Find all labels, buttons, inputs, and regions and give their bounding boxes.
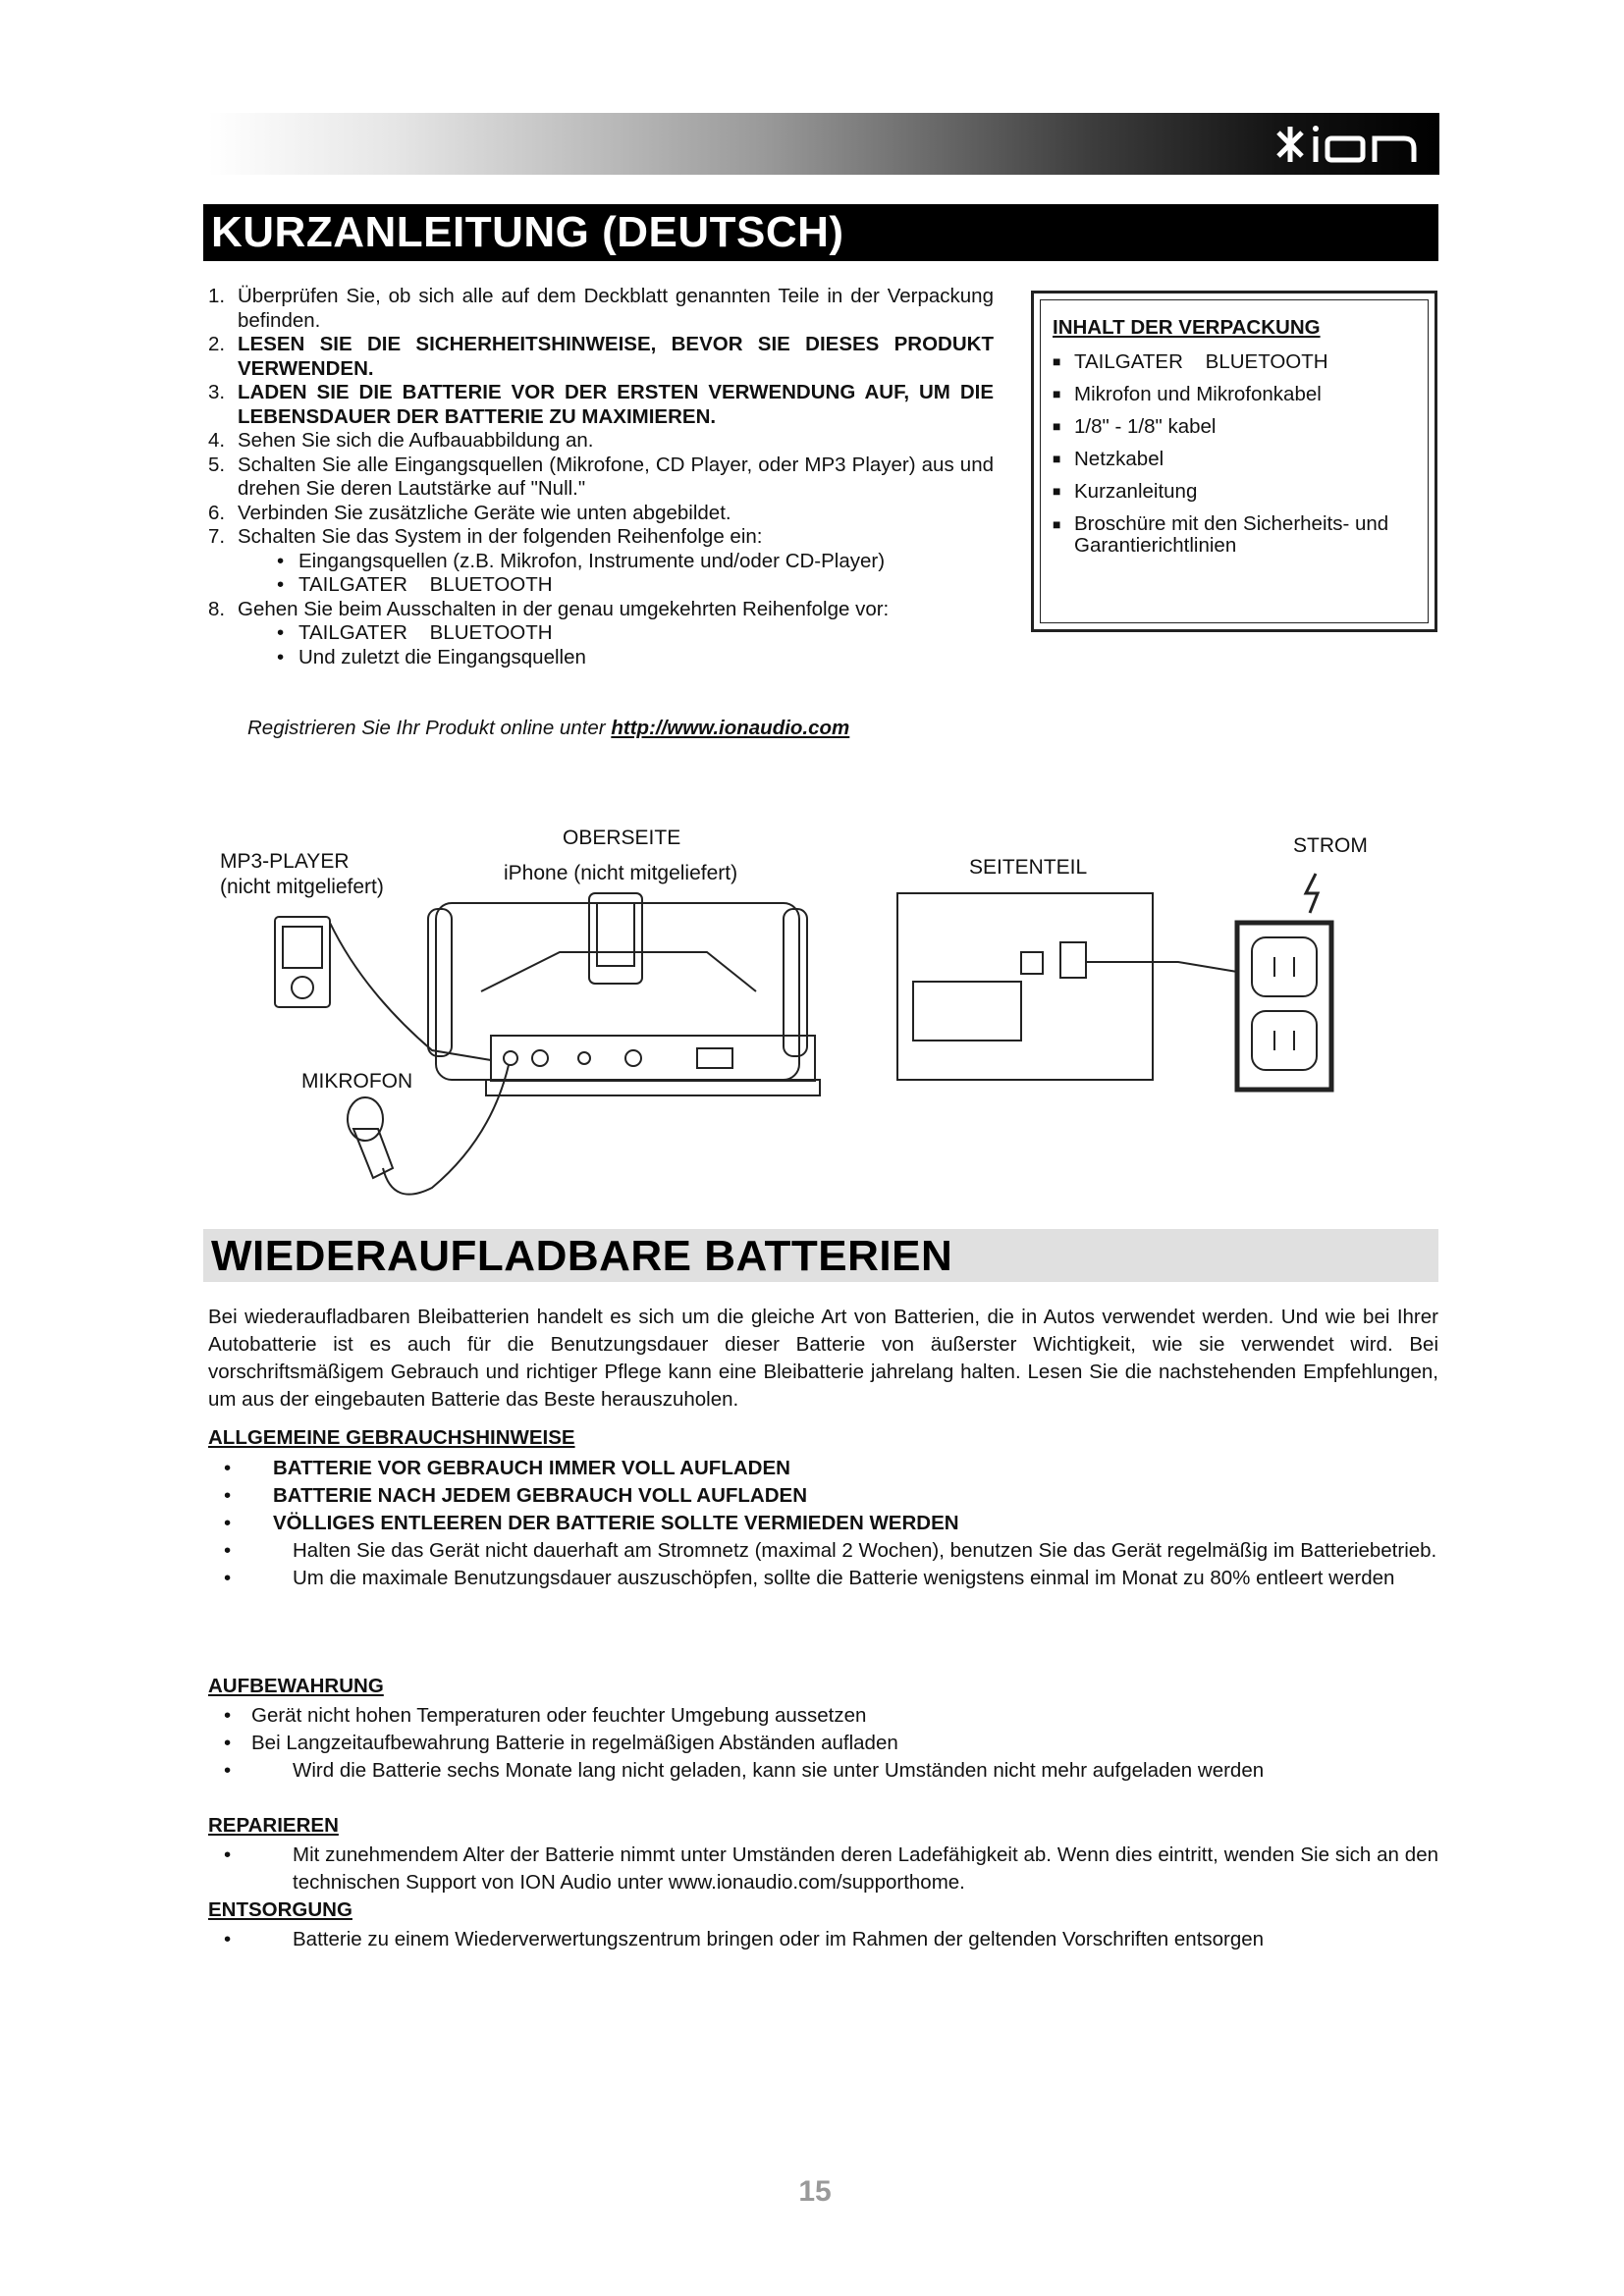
step-3: 3. LADEN SIE DIE BATTERIE VOR DER ERSTEN VERWENDUNG AUF, UM DIE LEBENSDAUER DER BATTERIE ZU MAXIMIEREN. bbox=[208, 381, 994, 428]
package-item: ■ Netzkabel bbox=[1053, 448, 1164, 470]
section-title-quickstart: KURZANLEITUNG (DEUTSCH) bbox=[203, 204, 1438, 261]
step-8: 8. Gehen Sie beim Ausschalten in der genau umgekehrten Reihenfolge vor: bbox=[208, 597, 890, 620]
mic-label: MIKROFON bbox=[301, 1070, 413, 1093]
quickstart-steps bbox=[208, 285, 994, 669]
list-item: • BATTERIE NACH JEDEM GEBRAUCH VOLL AUFLADEN bbox=[224, 1484, 808, 1507]
list-item: • VÖLLIGES ENTLEEREN DER BATTERIE SOLLTE VERMIEDEN WERDEN bbox=[224, 1512, 959, 1534]
general-list bbox=[224, 1455, 1438, 1592]
step-2: 2. LESEN SIE DIE SICHERHEITSHINWEISE, BEVOR SIE DIESES PRODUKT VERWENDEN. bbox=[208, 333, 994, 380]
battery-intro: Bei wiederaufladbaren Bleibatterien handelt es sich um die gleiche Art von Batterien, die in Autos verwendet werden. Und wie bei Ihrer Autobatterie ist es auch für die Benutzungsdauer dieser Batterie von äußerster Wichtigkeit, wie sie verwendet wird. Bei vorschriftsmäßigem Gebrauch und richtiger Pflege kann eine Bleibatterie jahrelang halten. Lesen Sie die nachstehenden Empfehlungen, um aus der eingebauten Batterie das Beste herauszuholen. bbox=[208, 1306, 1438, 1411]
page-number: 15 bbox=[798, 2175, 832, 2208]
disposal-list bbox=[224, 1926, 1438, 1953]
register-link[interactable]: http://www.ionaudio.com bbox=[611, 717, 850, 739]
repair-title: REPARIEREN bbox=[208, 1814, 339, 1837]
package-item: ■ Broschüre mit den Sicherheits- und Garantierichtlinien bbox=[1053, 512, 1389, 557]
package-title: INHALT DER VERPACKUNG bbox=[1053, 316, 1321, 339]
list-item: • BATTERIE VOR GEBRAUCH IMMER VOLL AUFLADEN bbox=[224, 1457, 790, 1479]
register-line bbox=[247, 717, 849, 740]
step-6: 6. Verbinden Sie zusätzliche Geräte wie unten abgebildet. bbox=[208, 501, 731, 524]
list-item: • Halten Sie das Gerät nicht dauerhaft am Stromnetz (maximal 2 Wochen), benutzen Sie das Gerät regelmäßig im Batteriebetrieb. bbox=[224, 1539, 1437, 1562]
repair-list bbox=[224, 1842, 1438, 1896]
storage-list bbox=[224, 1702, 1438, 1785]
top-label: OBERSEITE bbox=[563, 827, 681, 849]
setup-diagram-graphic bbox=[196, 815, 1443, 1207]
list-item: • Mit zunehmendem Alter der Batterie nimmt unter Umständen deren Ladefähigkeit ab. Wenn dies eintritt, wenden Sie sich an den technischen Support von ION Audio unter www.ionaudio.com/supporthome. bbox=[224, 1843, 1438, 1894]
package-item: ■ Mikrofon und Mikrofonkabel bbox=[1053, 383, 1322, 405]
step-4: 4. Sehen Sie sich die Aufbauabbildung an. bbox=[208, 429, 594, 452]
list-item: • Batterie zu einem Wiederverwertungszentrum bringen oder im Rahmen der geltenden Vorschriften entsorgen bbox=[224, 1928, 1265, 1950]
list-item: • Um die maximale Benutzungsdauer auszuschöpfen, sollte die Batterie wenigstens einmal im Monat zu 80% entleert werden bbox=[224, 1567, 1395, 1589]
register-text: Registrieren Sie Ihr Produkt online unter bbox=[247, 717, 606, 739]
package-item: ■ TAILGATER BLUETOOTH bbox=[1053, 350, 1328, 373]
step-7-sub-1: • Eingangsquellen (z.B. Mikrofon, Instrumente und/oder CD-Player) bbox=[277, 549, 886, 572]
section-title-batteries: WIEDERAUFLADBARE BATTERIEN bbox=[203, 1229, 1438, 1282]
list-item: • Gerät nicht hohen Temperaturen oder feuchter Umgebung aussetzen bbox=[224, 1704, 867, 1727]
setup-diagram bbox=[196, 815, 1443, 1207]
step-7: 7. Schalten Sie das System in der folgenden Reihenfolge ein: bbox=[208, 525, 763, 548]
step-7-sub-2: • TAILGATER BLUETOOTH bbox=[277, 573, 553, 596]
step-8-sub-2: • Und zuletzt die Eingangsquellen bbox=[277, 645, 586, 668]
power-label: STROM bbox=[1293, 834, 1368, 857]
step-8-sub-1: • TAILGATER BLUETOOTH bbox=[277, 621, 553, 644]
mp3-player-sublabel: (nicht mitgeliefert) bbox=[220, 876, 384, 898]
ion-logo-graphic bbox=[1272, 123, 1430, 166]
list-item: • Bei Langzeitaufbewahrung Batterie in regelmäßigen Abständen aufladen bbox=[224, 1732, 898, 1754]
package-item: ■ Kurzanleitung bbox=[1053, 480, 1198, 503]
side-label: SEITENTEIL bbox=[969, 856, 1088, 879]
step-5: 5. Schalten Sie alle Eingangsquellen (Mikrofone, CD Player, oder MP3 Player) aus und drehen Sie deren Lautstärke auf "Null." bbox=[208, 453, 994, 500]
general-title: ALLGEMEINE GEBRAUCHSHINWEISE bbox=[208, 1426, 575, 1449]
storage-title: AUFBEWAHRUNG bbox=[208, 1675, 384, 1697]
header-bar bbox=[208, 113, 1439, 175]
iphone-label: iPhone (nicht mitgeliefert) bbox=[504, 862, 738, 884]
mp3-player-label: MP3-PLAYER bbox=[220, 850, 350, 873]
package-item: ■ 1/8" - 1/8" kabel bbox=[1053, 415, 1217, 438]
list-item: • Wird die Batterie sechs Monate lang nicht geladen, kann sie unter Umständen nicht mehr aufgeladen werden bbox=[224, 1759, 1265, 1782]
step-1: 1. Überprüfen Sie, ob sich alle auf dem Deckblatt genannten Teile in der Verpackung befinden. bbox=[208, 285, 994, 332]
disposal-title: ENTSORGUNG bbox=[208, 1898, 352, 1921]
ion-logo bbox=[1263, 113, 1439, 175]
package-contents-box bbox=[1031, 291, 1437, 632]
